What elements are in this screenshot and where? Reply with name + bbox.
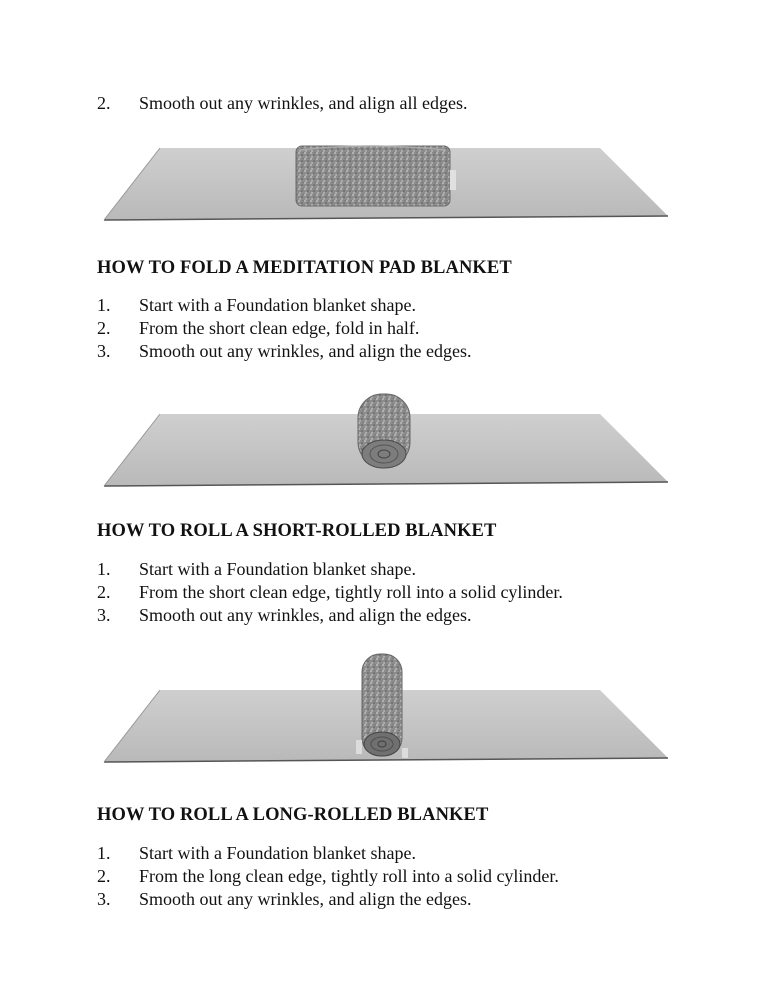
list-item: [97, 842, 416, 864]
step-text: Start with a Foundation blanket shape.: [139, 295, 416, 315]
list-item: [97, 294, 416, 316]
step-number: 2.: [97, 582, 111, 602]
list-item: [97, 865, 559, 887]
step-number: 3.: [97, 605, 111, 625]
step-text: Smooth out any wrinkles, and align the edges.: [139, 341, 472, 361]
list-item: [97, 604, 471, 626]
step-number: 3.: [97, 889, 111, 909]
step-text: Smooth out any wrinkles, and align the edges.: [139, 889, 472, 909]
step-text: From the short clean edge, tightly roll into a solid cylinder.: [139, 582, 563, 602]
step-number: 1.: [97, 295, 111, 315]
step-text: Smooth out any wrinkles, and align all edges.: [139, 93, 468, 113]
step-number: 1.: [97, 559, 111, 579]
folded-blanket-illustration: [100, 140, 672, 244]
section-heading-meditation-pad: HOW TO FOLD A MEDITATION PAD BLANKET: [97, 258, 512, 278]
step-number: 1.: [97, 843, 111, 863]
step-number: 2.: [97, 866, 111, 886]
list-item: [97, 888, 471, 910]
long-rolled-blanket-illustration: [100, 652, 672, 756]
list-item: [97, 558, 416, 580]
section-heading-short-rolled: HOW TO ROLL A SHORT-ROLLED BLANKET: [97, 521, 497, 541]
step-number: 2.: [97, 93, 111, 113]
step-text: From the long clean edge, tightly roll into a solid cylinder.: [139, 866, 559, 886]
step-text: Start with a Foundation blanket shape.: [139, 559, 416, 579]
step-number: 2.: [97, 318, 111, 338]
step-text: Smooth out any wrinkles, and align the edges.: [139, 605, 472, 625]
list-item: [97, 317, 419, 339]
intro-step: [97, 92, 467, 114]
list-item: [97, 340, 471, 362]
section-heading-long-rolled: HOW TO ROLL A LONG-ROLLED BLANKET: [97, 805, 489, 825]
step-number: 3.: [97, 341, 111, 361]
step-text: Start with a Foundation blanket shape.: [139, 843, 416, 863]
list-item: [97, 581, 563, 603]
short-rolled-blanket-illustration: [100, 392, 672, 496]
step-text: From the short clean edge, fold in half.: [139, 318, 420, 338]
